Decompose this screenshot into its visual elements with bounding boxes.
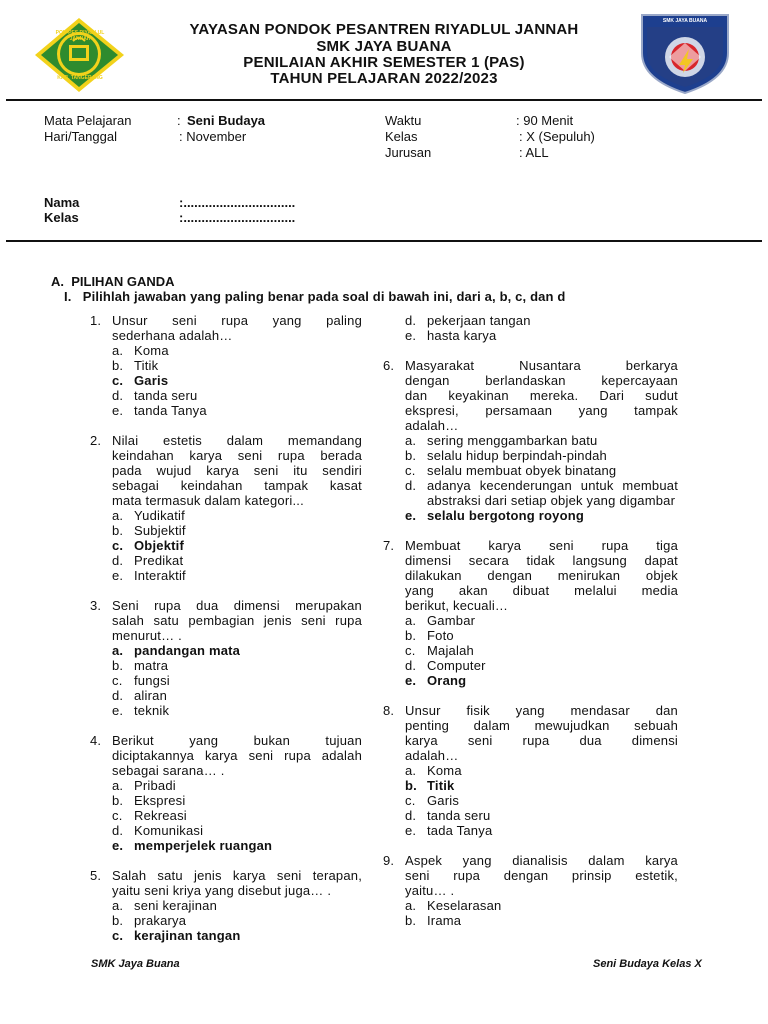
option-letter: a. (112, 778, 124, 793)
logo-left-bottom-text: KAB. TANGERANG (57, 75, 103, 81)
option-text: selalu bergotong royong (427, 508, 584, 523)
answer-option[interactable] (405, 613, 678, 628)
option-letter: e. (112, 703, 124, 718)
option-letter: d. (405, 478, 417, 493)
question-spacer (405, 343, 678, 358)
answer-option[interactable] (112, 403, 362, 418)
question-item (90, 433, 362, 583)
question-stem (90, 433, 362, 508)
question-holder (383, 358, 678, 523)
option-letter: b. (112, 658, 124, 673)
answer-option[interactable] (112, 568, 362, 583)
question-item (383, 853, 678, 928)
option-letter: d. (112, 553, 124, 568)
question-spacer (90, 718, 362, 733)
question-line: dilakukan dengan menirukan objek (405, 568, 678, 583)
carried-options (383, 313, 678, 343)
waktu-value: : 90 Menit (516, 113, 574, 128)
question-line: karya seni rupa dua dimensi (405, 733, 678, 748)
question-item (383, 538, 678, 688)
option-letter: a. (405, 613, 417, 628)
option-text: Titik (427, 778, 455, 793)
option-letter: b. (405, 628, 417, 643)
option-letter: e. (112, 838, 124, 853)
option-text: Titik (134, 358, 159, 373)
option-text: Predikat (134, 553, 184, 568)
option-letter: b. (112, 793, 124, 808)
option-text: prakarya (134, 913, 187, 928)
option-text: tada Tanya (427, 823, 493, 838)
question-number: 5. (90, 868, 102, 883)
section-instruction: I. Pilihlah jawaban yang paling benar pada soal di bawah ini, dari a, b, c, dan d (64, 289, 566, 304)
option-text: tanda seru (134, 388, 198, 403)
answer-option[interactable] (405, 763, 678, 778)
question-line: Salah satu jenis karya seni terapan, (112, 868, 362, 883)
question-number: 1. (90, 313, 102, 328)
option-letter: d. (405, 658, 417, 673)
option-letter: c. (405, 463, 416, 478)
option-letter: b. (112, 913, 124, 928)
section-title: A. PILIHAN GANDA (51, 274, 175, 289)
question-line: sebagai keindahan tampak kasat (112, 478, 362, 493)
question-holder (383, 538, 678, 688)
option-letter: c. (405, 793, 416, 808)
option-text: Interaktif (134, 568, 186, 583)
option-letter: b. (405, 913, 417, 928)
question-spacer (405, 838, 678, 853)
question-line: berikut, kecuali… (405, 598, 509, 613)
answer-option[interactable] (112, 358, 362, 373)
question-line: sebagai sarana… . (112, 763, 225, 778)
answer-option[interactable] (112, 913, 362, 928)
option-letter: b. (405, 778, 417, 793)
option-text: matra (134, 658, 169, 673)
answer-option[interactable] (405, 823, 678, 838)
option-letter: c. (112, 928, 124, 943)
question-stem (90, 733, 362, 778)
answer-option[interactable] (405, 508, 678, 523)
answer-option[interactable] (405, 643, 678, 658)
logo-left-top-text: PON-PES RIYADLUL JANNAH (55, 30, 105, 42)
waktu-label: Waktu (385, 113, 422, 128)
option-letter: a. (112, 643, 124, 658)
question-text (405, 703, 678, 763)
question-line: menurut… . (112, 628, 182, 643)
question-item (90, 868, 362, 943)
answer-option[interactable] (112, 838, 362, 853)
question-line: dimensi secara tidak langsung dapat (405, 553, 678, 568)
option-text: Ekspresi (134, 793, 186, 808)
answer-option[interactable] (405, 313, 678, 328)
question-spacer (90, 418, 362, 433)
option-text: Pribadi (134, 778, 176, 793)
kelas2-label: Kelas (44, 210, 79, 225)
question-stem (90, 868, 362, 898)
question-line: Unsur seni rupa yang paling (112, 313, 362, 328)
nama-field[interactable]: :............................... (179, 195, 296, 210)
question-line: adalah… (405, 748, 459, 763)
answer-option[interactable] (405, 433, 678, 448)
header-year: TAHUN PELAJARAN 2022/2023 (270, 70, 498, 87)
answer-option[interactable] (405, 778, 678, 793)
option-text: Rekreasi (134, 808, 187, 823)
question-text (112, 733, 362, 778)
info-divider (6, 240, 762, 242)
option-text: memperjelek ruangan (134, 838, 273, 853)
answer-option[interactable] (112, 898, 362, 913)
option-text: Keselarasan (427, 898, 502, 913)
option-letter: d. (405, 808, 417, 823)
question-number: 8. (383, 703, 395, 718)
answer-option[interactable] (405, 628, 678, 643)
hari-value: : November (179, 129, 247, 144)
answer-option[interactable] (112, 928, 362, 943)
option-text: Garis (134, 373, 169, 388)
answer-option[interactable] (405, 463, 678, 478)
question-text (112, 433, 362, 508)
option-letter: a. (405, 898, 417, 913)
option-text: fungsi (134, 673, 170, 688)
question-line: sederhana adalah… (112, 328, 233, 343)
question-text (112, 313, 362, 343)
option-letter: e. (405, 673, 417, 688)
question-line: yaitu… . (405, 883, 455, 898)
option-text: Orang (427, 673, 467, 688)
mapel-label: Mata Pelajaran (44, 113, 132, 128)
option-text: Objektif (134, 538, 184, 553)
jurusan-label: Jurusan (385, 145, 432, 160)
option-text: tanda Tanya (134, 403, 207, 418)
option-text: Irama (427, 913, 462, 928)
question-line: Masyarakat Nusantara berkarya (405, 358, 678, 373)
option-text: Gambar (427, 613, 476, 628)
option-text: tanda seru (427, 808, 491, 823)
header-foundation: YAYASAN PONDOK PESANTREN RIYADLUL JANNAH (189, 21, 579, 38)
option-letter: b. (112, 358, 124, 373)
option-letter: e. (112, 403, 124, 418)
question-stem (383, 853, 678, 898)
option-text: seni kerajinan (134, 898, 218, 913)
kelas2-field[interactable]: :............................... (179, 210, 296, 225)
question-spacer (90, 853, 362, 868)
question-line: adalah… (405, 418, 459, 433)
question-line: seni rupa dengan prinsip estetik, (405, 868, 678, 883)
question-spacer (90, 583, 362, 598)
question-line: yang akan dibuat melalui media (405, 583, 678, 598)
answer-option[interactable] (112, 673, 362, 688)
question-line: keindahan karya seni rupa berada (112, 448, 362, 463)
option-letter: e. (405, 823, 417, 838)
answer-option[interactable] (112, 343, 362, 358)
question-stem (383, 703, 678, 763)
footer-subject: Seni Budaya Kelas X (593, 958, 702, 970)
question-item (383, 358, 678, 523)
question-spacer (405, 523, 678, 538)
question-text (405, 538, 678, 613)
answer-option[interactable] (405, 913, 678, 928)
option-letter: c. (112, 808, 123, 823)
answer-option[interactable] (405, 658, 678, 673)
question-line: yaitu seni kriya yang disebut juga… . (112, 883, 332, 898)
question-text (112, 868, 362, 898)
option-text: Garis (427, 793, 460, 808)
nama-label: Nama (44, 195, 80, 210)
kelas-value: : X (Sepuluh) (519, 129, 595, 144)
question-line: dan keyakinan mereka. Dari sudut (405, 388, 678, 403)
question-text (405, 358, 678, 433)
answer-option[interactable] (112, 703, 362, 718)
question-spacer (405, 688, 678, 703)
question-line: Aspek yang dianalisis dalam karya (405, 853, 678, 868)
option-letter: d. (112, 688, 124, 703)
answer-option[interactable] (112, 553, 362, 568)
header-school: SMK JAYA BUANA (316, 38, 452, 55)
question-stem (90, 598, 362, 643)
option-text: sering menggambarkan batu (427, 433, 598, 448)
answer-option[interactable] (112, 508, 362, 523)
answer-option[interactable] (112, 688, 362, 703)
question-text (405, 853, 678, 898)
answer-option[interactable] (112, 658, 362, 673)
option-letter: e. (405, 328, 417, 343)
option-letter: b. (112, 523, 124, 538)
question-item (90, 313, 362, 418)
option-letter: e. (405, 508, 417, 523)
question-line: Membuat karya seni rupa tiga (405, 538, 678, 553)
option-text: kerajinan tangan (134, 928, 241, 943)
jurusan-value: : ALL (519, 145, 549, 160)
question-column-left (90, 313, 362, 943)
hari-label: Hari/Tanggal (44, 129, 117, 144)
option-text: teknik (134, 703, 170, 718)
option-text: selalu membuat obyek binatang (427, 463, 617, 478)
option-text: pekerjaan tangan (427, 313, 531, 328)
answer-option[interactable] (112, 793, 362, 808)
logo-right-label: SMK JAYA BUANA (662, 18, 708, 24)
mapel-colon: : (177, 113, 181, 128)
question-line: Nilai estetis dalam memandang (112, 433, 362, 448)
option-text: adanya kecenderungan untuk membuat abstraksi dari setiap objek yang digambar (427, 478, 678, 508)
question-number: 2. (90, 433, 102, 448)
question-line: ekspresi, persamaan yang tampak (405, 403, 678, 418)
question-stem (383, 538, 678, 613)
option-letter: d. (112, 823, 124, 838)
option-text: Computer (427, 658, 486, 673)
question-line: Seni rupa dua dimensi merupakan (112, 598, 362, 613)
answer-option[interactable] (405, 793, 678, 808)
question-stem (383, 358, 678, 433)
option-letter: a. (112, 898, 124, 913)
option-text: selalu hidup berpindah-pindah (427, 448, 607, 463)
question-number: 7. (383, 538, 395, 553)
question-line: diciptakannya karya seni rupa adalah (112, 748, 362, 763)
option-letter: c. (112, 673, 123, 688)
question-text (112, 598, 362, 643)
question-line: mata termasuk dalam kategori... (112, 493, 304, 508)
kelas-label: Kelas (385, 129, 418, 144)
option-letter: a. (112, 343, 124, 358)
answer-option[interactable] (405, 808, 678, 823)
option-letter: c. (112, 373, 124, 388)
question-line: dengan berlandaskan kepercayaan (405, 373, 678, 388)
question-item (383, 703, 678, 838)
footer-school: SMK Jaya Buana (91, 958, 180, 970)
option-text: aliran (134, 688, 167, 703)
option-letter: b. (405, 448, 417, 463)
option-letter: d. (112, 388, 124, 403)
option-letter: d. (405, 313, 417, 328)
question-number: 3. (90, 598, 102, 613)
question-holder (383, 703, 678, 838)
answer-option[interactable] (112, 643, 362, 658)
option-text: pandangan mata (134, 643, 241, 658)
answer-option[interactable] (112, 823, 362, 838)
option-text: Yudikatif (134, 508, 185, 523)
answer-option[interactable] (405, 898, 678, 913)
option-letter: e. (112, 568, 124, 583)
answer-option[interactable] (112, 778, 362, 793)
answer-option[interactable] (112, 808, 362, 823)
answer-option[interactable] (405, 478, 678, 508)
question-number: 4. (90, 733, 102, 748)
option-letter: c. (112, 538, 124, 553)
option-text: Majalah (427, 643, 474, 658)
answer-option[interactable] (112, 373, 362, 388)
option-text: Foto (427, 628, 454, 643)
option-letter: a. (405, 763, 417, 778)
header-divider (6, 99, 762, 101)
question-line: penting dalam mewujudkan sebuah (405, 718, 678, 733)
answer-option[interactable] (405, 328, 678, 343)
question-holder (383, 853, 678, 928)
option-text: Komunikasi (134, 823, 204, 838)
answer-option[interactable] (405, 448, 678, 463)
option-text: Koma (427, 763, 462, 778)
answer-option[interactable] (405, 673, 678, 688)
question-number: 6. (383, 358, 395, 373)
question-item (90, 733, 362, 853)
question-number: 9. (383, 853, 395, 868)
option-letter: a. (405, 433, 417, 448)
answer-option[interactable] (112, 388, 362, 403)
question-line: Unsur fisik yang mendasar dan (405, 703, 678, 718)
answer-option[interactable] (112, 523, 362, 538)
question-line: salah satu pembagian jenis seni rupa (112, 613, 362, 628)
mapel-value: Seni Budaya (187, 113, 266, 128)
question-line: Berikut yang bukan tujuan (112, 733, 362, 748)
question-item (90, 598, 362, 718)
answer-option[interactable] (112, 538, 362, 553)
question-line: pada wujud karya seni itu sendiri (112, 463, 362, 478)
question-column-right (383, 313, 678, 928)
option-letter: c. (405, 643, 416, 658)
option-text: Subjektif (134, 523, 186, 538)
option-text: Koma (134, 343, 169, 358)
option-text: hasta karya (427, 328, 497, 343)
option-letter: a. (112, 508, 124, 523)
header-exam: PENILAIAN AKHIR SEMESTER 1 (PAS) (243, 54, 525, 71)
question-stem (90, 313, 362, 343)
